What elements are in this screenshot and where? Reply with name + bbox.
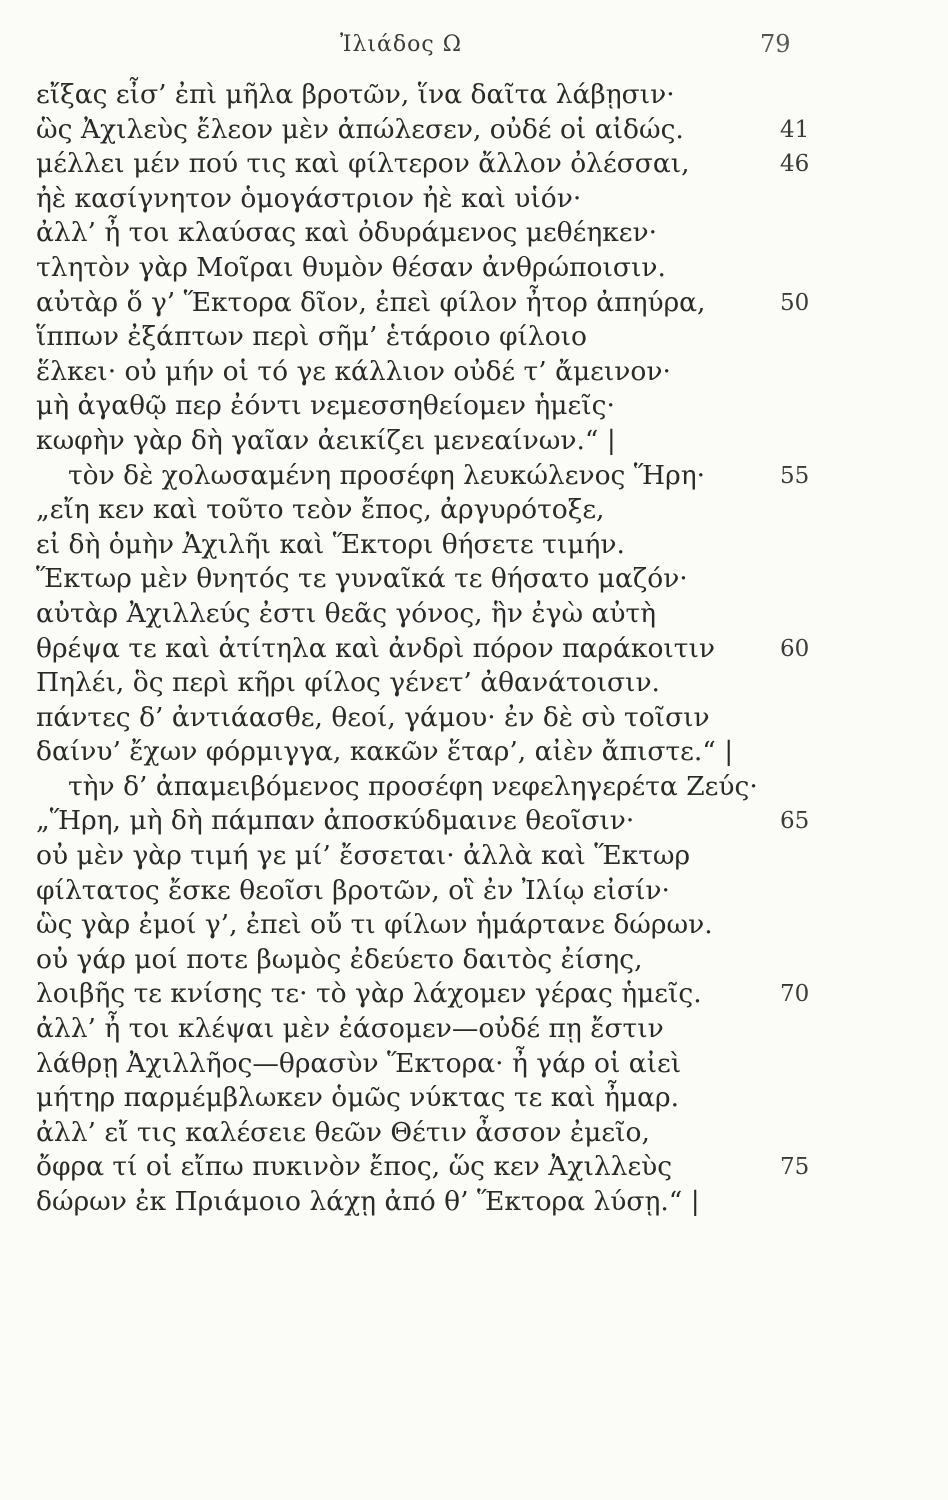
verse-line	[20, 1150, 810, 1185]
verse-text: κωφὴν γὰρ δὴ γαῖαν ἀεικίζει μενεαίνων.“ |	[36, 424, 616, 456]
verse-text: ὄφρα τί οἱ εἴπω πυκινὸν ἔπος, ὥς κεν Ἀχιλλεὺς	[36, 1151, 673, 1183]
verse-text: Πηλέι, ὃς περὶ κῆρι φίλος γένετ’ ἀθανάτοισιν.	[36, 667, 660, 699]
verse-text: δώρων ἐκ Πριάμοιο λάχῃ ἀπό θ’ Ἕκτορα λύσῃ.“ |	[36, 1186, 700, 1217]
verse-text: τὸν δὲ χολωσαμένη προσέφη λευκώλενος Ἥρη·	[68, 459, 706, 491]
verse-text: ἵππων ἐξάπτων περὶ σῆμ’ ἑτάροιο φίλοιο	[36, 321, 587, 353]
verse-line	[20, 113, 810, 148]
line-number: 70	[780, 981, 810, 1008]
verse-line	[20, 182, 810, 217]
verse-text: θρέψα τε καὶ ἀτίτηλα καὶ ἀνδρὶ πόρον παράκοιτιν	[36, 632, 715, 664]
verse-line	[20, 562, 810, 597]
verse-line	[20, 147, 810, 182]
verse-line	[20, 1047, 810, 1082]
verse-line	[20, 78, 810, 113]
verse-text: εἰ δὴ ὁμὴν Ἀχιλῆι καὶ Ἕκτορι θήσετε τιμήν.	[36, 528, 625, 560]
verse-text: δαίνυ’ ἔχων φόρμιγγα, κακῶν ἕταρ’, αἰὲν ἄπιστε.“ |	[36, 736, 734, 768]
page-number: 79	[760, 30, 791, 58]
verse-line	[20, 1012, 810, 1047]
verse-text: οὐ γάρ μοί ποτε βωμὸς ἐδεύετο δαιτὸς ἐίσης,	[36, 943, 643, 975]
verse-line	[20, 632, 810, 667]
verse-text: μήτηρ παρμέμβλωκεν ὁμῶς νύκτας τε καὶ ἦμαρ.	[36, 1082, 679, 1114]
running-head: Ἰλιάδος Ω	[340, 32, 462, 57]
verse-line	[20, 1081, 810, 1116]
verse-text: οὐ μὲν γὰρ τιμή γε μί’ ἔσσεται· ἀλλὰ καὶ Ἕκτωρ	[36, 840, 691, 872]
verse-text: φίλτατος ἔσκε θεοῖσι βροτῶν, οἳ ἐν Ἰλίῳ εἰσίν·	[36, 874, 670, 906]
verse-text: „Ἥρη, μὴ δὴ πάμπαν ἀποσκύδμαινε θεοῖσιν·	[36, 805, 635, 837]
verse-text: ἀλλ’ εἴ τις καλέσειε θεῶν Θέτιν ἆσσον ἐμεῖο,	[36, 1116, 650, 1148]
verse-line	[20, 839, 810, 874]
verse-line	[20, 251, 810, 286]
page-header	[0, 22, 948, 62]
verse-line	[20, 320, 810, 355]
verse-line	[20, 459, 810, 494]
verse-text: μέλλει μέν πού τις καὶ φίλτερον ἄλλον ὀλέσσαι,	[36, 148, 690, 180]
verse-text-block	[20, 78, 810, 1220]
verse-line	[20, 355, 810, 390]
verse-line	[20, 874, 810, 909]
verse-line	[20, 597, 810, 632]
verse-line	[20, 735, 810, 770]
line-number: 65	[780, 808, 810, 835]
verse-text: εἴξας εἶσ’ ἐπὶ μῆλα βροτῶν, ἵνα δαῖτα λάβῃσιν·	[36, 79, 675, 110]
verse-line	[20, 770, 810, 805]
verse-text: ἀλλ’ ἦ τοι κλαύσας καὶ ὀδυράμενος μεθέηκεν·	[36, 217, 658, 249]
line-number: 55	[780, 462, 810, 489]
verse-text: αὐτὰρ Ἀχιλλεύς ἐστι θεᾶς γόνος, ἣν ἐγὼ αὐτὴ	[36, 597, 657, 629]
verse-text: λοιβῆς τε κνίσης τε· τὸ γὰρ λάχομεν γέρας ἡμεῖς.	[36, 978, 702, 1010]
verse-line	[20, 424, 810, 459]
verse-text: πάντες δ’ ἀντιάασθε, θεοί, γάμου· ἐν δὲ σὺ τοῖσιν	[36, 701, 710, 733]
verse-line	[20, 908, 810, 943]
verse-line	[20, 666, 810, 701]
verse-line	[20, 216, 810, 251]
verse-text: αὐτὰρ ὅ γ’ Ἕκτορα δῖον, ἐπεὶ φίλον ἦτορ ἀπηύρα,	[36, 286, 706, 318]
verse-line	[20, 804, 810, 839]
verse-text: ἠὲ κασίγνητον ὁμογάστριον ἠὲ καὶ υἱόν·	[36, 182, 582, 214]
line-number: 46	[780, 151, 810, 178]
line-number: 50	[780, 289, 810, 316]
verse-text: ἕλκει· οὐ μήν οἱ τό γε κάλλιον οὐδέ τ’ ἄμεινον·	[36, 355, 671, 387]
verse-line	[20, 977, 810, 1012]
verse-line	[20, 389, 810, 424]
verse-line	[20, 493, 810, 528]
verse-text: λάθρῃ Ἀχιλλῆος—θρασὺν Ἕκτορα· ἦ γάρ οἱ αἰεὶ	[36, 1047, 682, 1079]
verse-line	[20, 943, 810, 978]
verse-text: „εἴη κεν καὶ τοῦτο τεὸν ἔπος, ἀργυρότοξε,	[36, 494, 605, 526]
verse-text: ὣς Ἀχιλεὺς ἔλεον μὲν ἀπώλεσεν, οὐδέ οἱ αἰδώς.	[36, 113, 684, 145]
line-number: 60	[780, 635, 810, 662]
verse-line	[20, 528, 810, 563]
verse-line	[20, 286, 810, 321]
verse-text: τλητὸν γὰρ Μοῖραι θυμὸν θέσαν ἀνθρώποισιν.	[36, 251, 666, 283]
verse-line	[20, 1116, 810, 1151]
line-number: 75	[780, 1154, 810, 1181]
verse-text: Ἕκτωρ μὲν θνητός τε γυναῖκά τε θήσατο μαζόν·	[36, 563, 688, 595]
verse-line	[20, 701, 810, 736]
verse-text: μὴ ἀγαθῷ περ ἐόντι νεμεσσηθείομεν ἡμεῖς·	[36, 390, 615, 422]
verse-text: ἀλλ’ ἦ τοι κλέψαι μὲν ἐάσομεν—οὐδέ πῃ ἔστιν	[36, 1013, 664, 1045]
verse-text: ὣς γὰρ ἐμοί γ’, ἐπεὶ οὔ τι φίλων ἡμάρτανε δώρων.	[36, 909, 713, 941]
line-number: 41	[780, 116, 810, 143]
verse-text: τὴν δ’ ἀπαμειβόμενος προσέφη νεφεληγερέτα Ζεύς·	[68, 770, 758, 802]
verse-line	[20, 1185, 810, 1220]
